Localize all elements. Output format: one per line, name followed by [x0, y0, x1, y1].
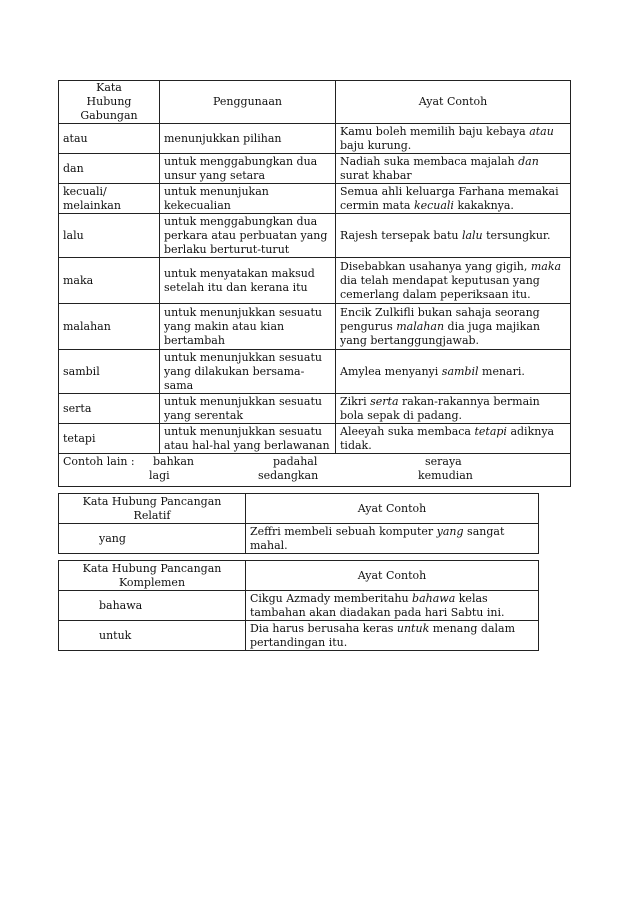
row-word: atau [59, 124, 160, 154]
row-word: kecuali/ melainkan [59, 184, 160, 214]
row-usage: untuk menunjukkan sesuatu yang serentak [160, 394, 336, 424]
row-example: Amylea menyanyi sambil menari. [336, 350, 571, 394]
other-examples-row [59, 454, 571, 487]
table-header-row [59, 494, 539, 524]
row-usage: untuk menunjukkan sesuatu yang dilakukan bersama-sama [160, 350, 336, 394]
table-header-row [59, 561, 539, 591]
row-example: Rajesh tersepak batu lalu tersungkur. [336, 214, 571, 258]
table-row [59, 124, 571, 154]
row-word: dan [59, 154, 160, 184]
row-word: tetapi [59, 424, 160, 454]
row-usage: untuk menyatakan maksud setelah itu dan kerana itu [160, 258, 336, 304]
other-word: seraya [425, 455, 462, 468]
other-examples-label: Contoh lain : [63, 455, 135, 468]
table-row [59, 350, 571, 394]
row-usage: untuk menunjukan kekecualian [160, 184, 336, 214]
row-usage: untuk menunjukkan sesuatu yang makin atau kian bertambah [160, 304, 336, 350]
table-row [59, 304, 571, 350]
other-examples [59, 454, 571, 487]
header-kata-hubung: Kata Hubung Pancangan Relatif [59, 494, 246, 524]
row-word: yang [59, 524, 246, 554]
table-row [59, 154, 571, 184]
header-kata-hubung: Kata Hubung Gabungan [59, 81, 160, 124]
other-word: lagi [149, 469, 170, 482]
row-example: Aleeyah suka membaca tetapi adiknya tidak. [336, 424, 571, 454]
header-ayat-contoh: Ayat Contoh [336, 81, 571, 124]
row-word: lalu [59, 214, 160, 258]
row-example: Dia harus berusaha keras untuk menang dalam pertandingan itu. [246, 621, 539, 651]
kata-hubung-gabungan-table [58, 80, 571, 487]
table-row [59, 184, 571, 214]
header-kata-hubung: Kata Hubung Pancangan Komplemen [59, 561, 246, 591]
row-example: Disebabkan usahanya yang gigih, maka dia telah mendapat keputusan yang cemerlang dalam peperiksaan itu. [336, 258, 571, 304]
table-row [59, 214, 571, 258]
header-penggunaan: Penggunaan [160, 81, 336, 124]
row-usage: menunjukkan pilihan [160, 124, 336, 154]
row-word: untuk [59, 621, 246, 651]
table-header-row [59, 81, 571, 124]
table-row [59, 621, 539, 651]
table-row [59, 394, 571, 424]
table-row [59, 258, 571, 304]
header-ayat-contoh: Ayat Contoh [246, 561, 539, 591]
table-row [59, 524, 539, 554]
row-example: Kamu boleh memilih baju kebaya atau baju kurung. [336, 124, 571, 154]
kata-hubung-komplemen-table [58, 560, 539, 651]
table-row [59, 424, 571, 454]
row-usage: untuk menggabungkan dua perkara atau perbuatan yang berlaku berturut-turut [160, 214, 336, 258]
other-word: sedangkan [258, 469, 319, 482]
row-word: serta [59, 394, 160, 424]
row-word: maka [59, 258, 160, 304]
table-row [59, 591, 539, 621]
row-word: bahawa [59, 591, 246, 621]
other-word: bahkan [153, 455, 194, 468]
row-usage: untuk menunjukkan sesuatu atau hal-hal yang berlawanan [160, 424, 336, 454]
row-word: malahan [59, 304, 160, 350]
header-ayat-contoh: Ayat Contoh [246, 494, 539, 524]
row-example: Encik Zulkifli bukan sahaja seorang pengurus malahan dia juga majikan yang bertanggungjawab. [336, 304, 571, 350]
other-word: padahal [273, 455, 318, 468]
row-example: Nadiah suka membaca majalah dan surat khabar [336, 154, 571, 184]
row-example: Zikri serta rakan-rakannya bermain bola sepak di padang. [336, 394, 571, 424]
row-example: Cikgu Azmady memberitahu bahawa kelas tambahan akan diadakan pada hari Sabtu ini. [246, 591, 539, 621]
row-example: Semua ahli keluarga Farhana memakai cermin mata kecuali kakaknya. [336, 184, 571, 214]
other-word: kemudian [418, 469, 473, 482]
row-example: Zeffri membeli sebuah komputer yang sangat mahal. [246, 524, 539, 554]
row-usage: untuk menggabungkan dua unsur yang setara [160, 154, 336, 184]
row-word: sambil [59, 350, 160, 394]
kata-hubung-relatif-table [58, 493, 539, 554]
